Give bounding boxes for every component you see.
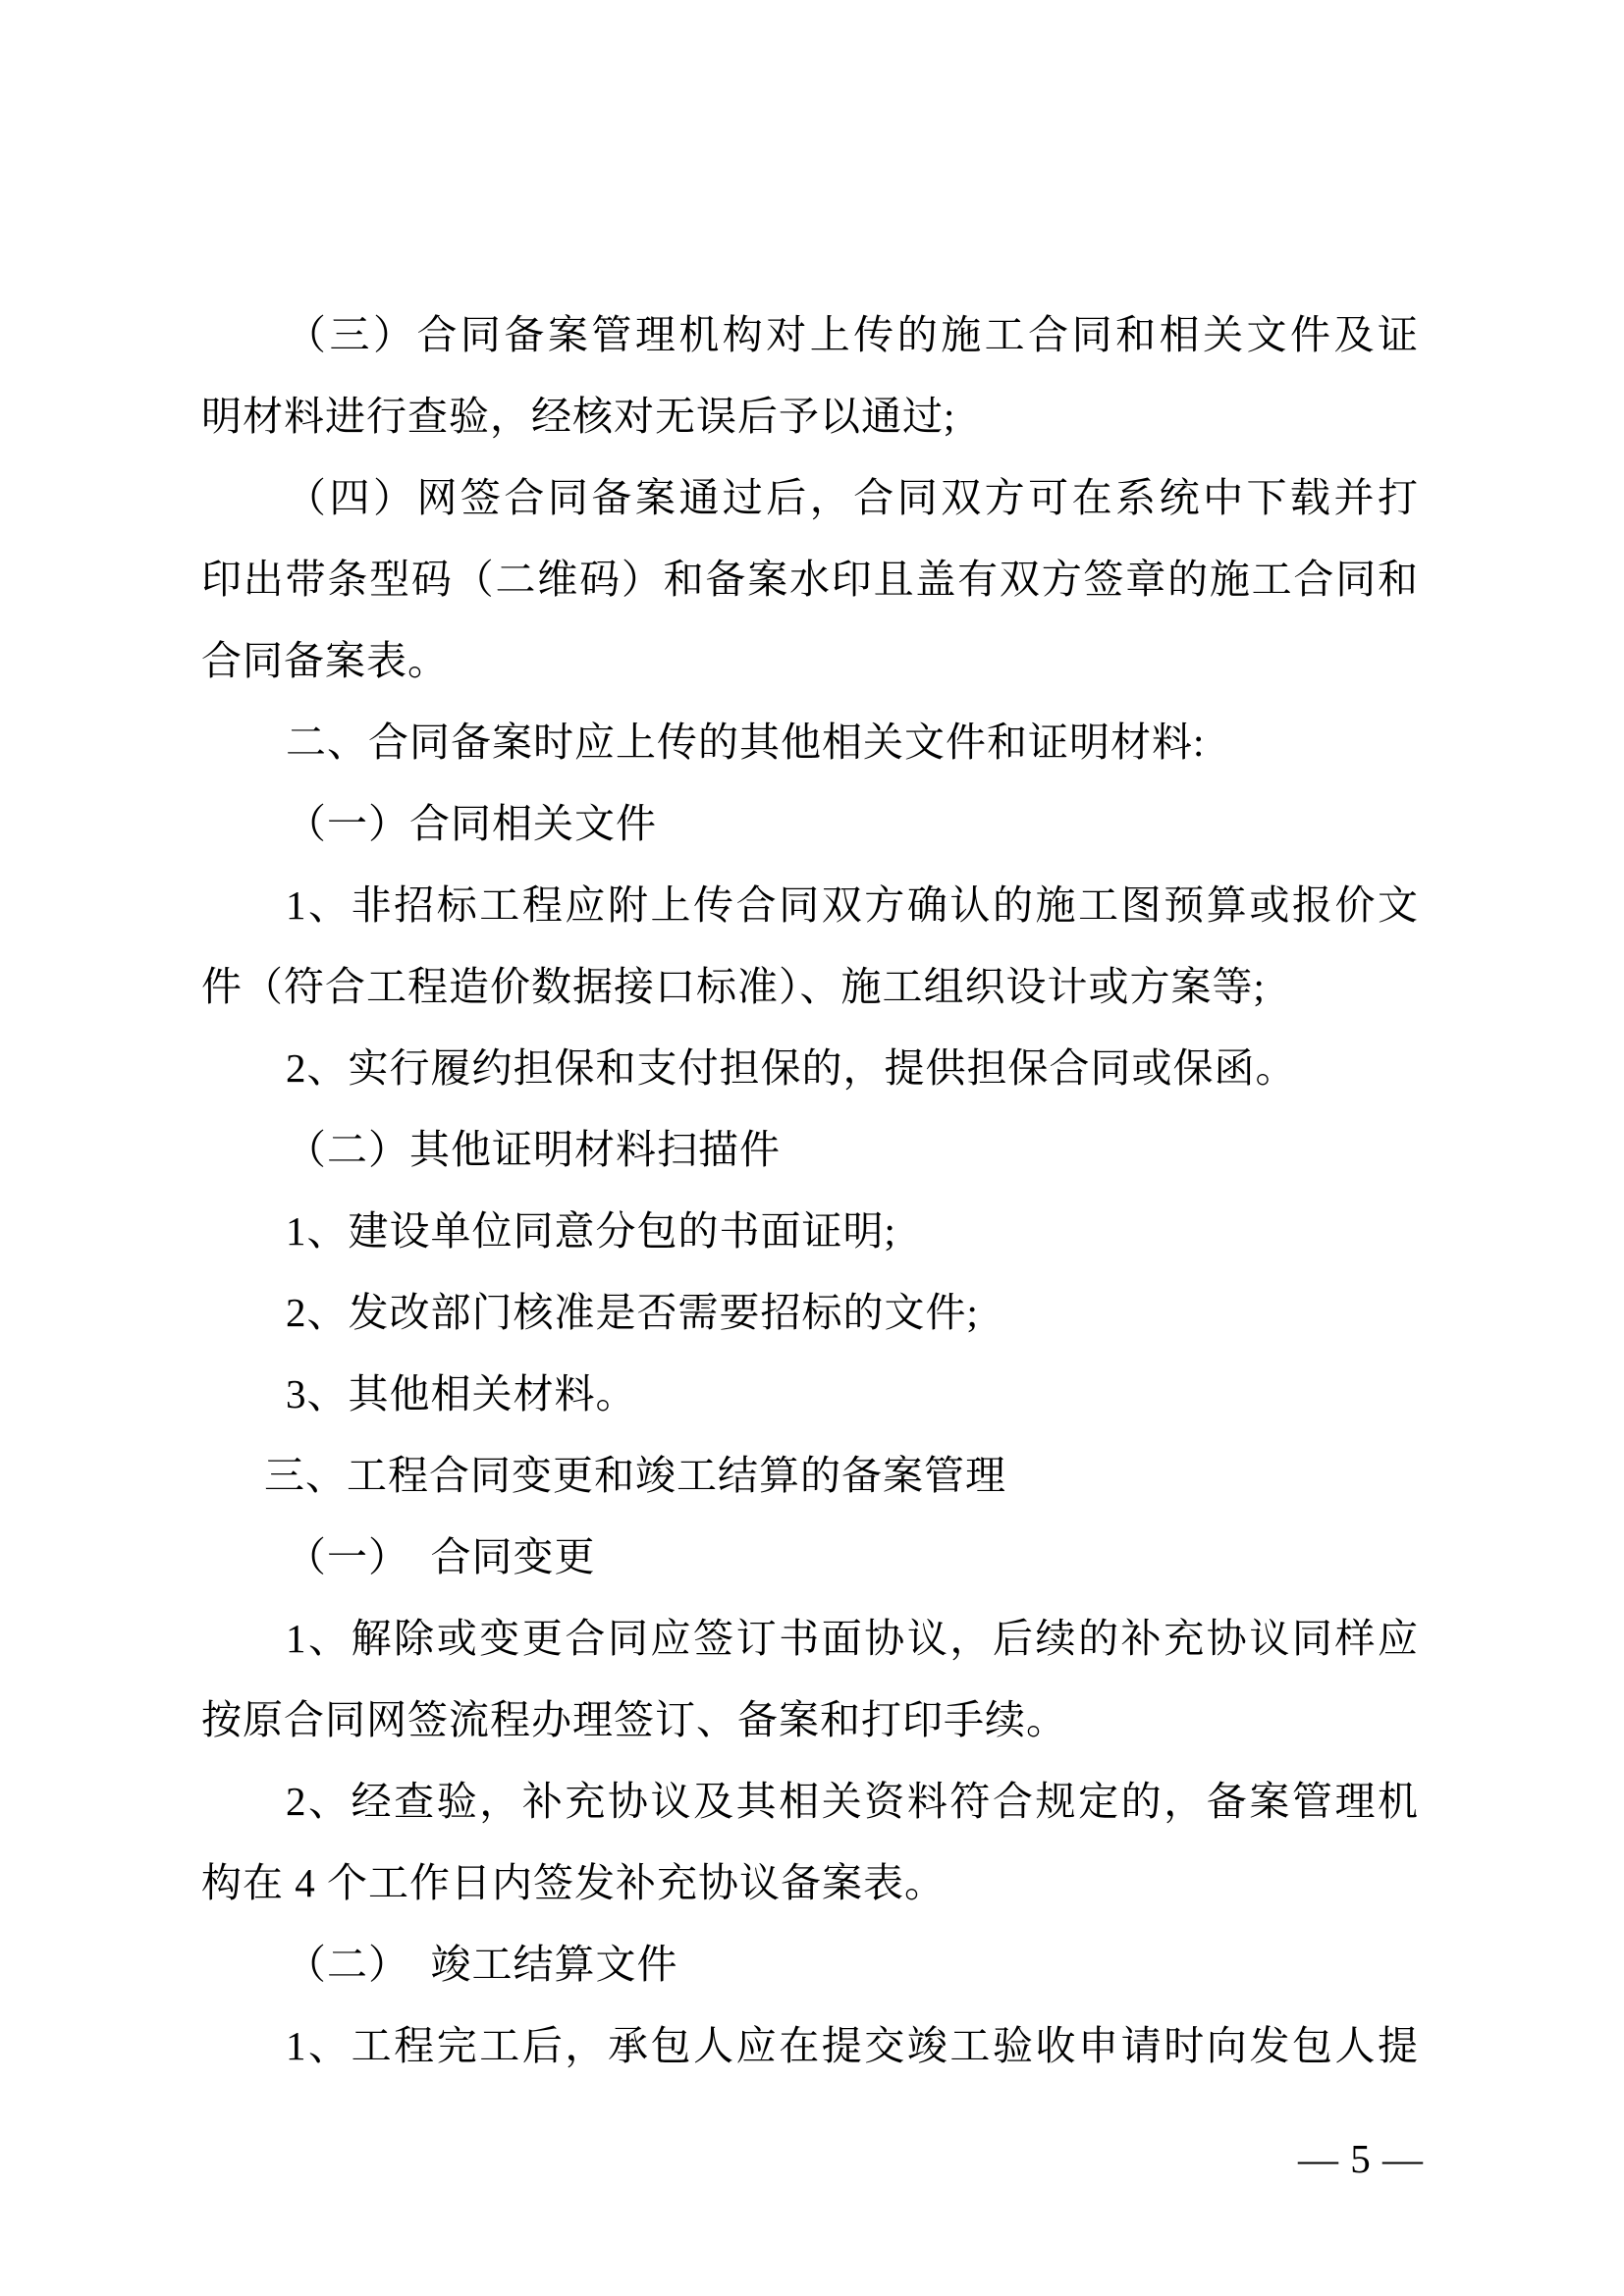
text-line: 1、工程完工后，承包人应在提交竣工验收申请时向发包人提 <box>286 2023 1419 2068</box>
list-item: 3、其他相关材料。 <box>286 1371 637 1416</box>
page-number: — 5 — <box>1298 2136 1424 2181</box>
text-line: 合同备案表。 <box>201 638 449 683</box>
section-heading-3: 三、工程合同变更和竣工结算的备案管理 <box>264 1453 1006 1498</box>
page-footer <box>1298 2118 1424 2200</box>
text-line: 1、解除或变更合同应签订书面协议，后续的补充协议同样应 <box>286 1616 1419 1661</box>
text-line: 1、非招标工程应附上传合同双方确认的施工图预算或报价文 <box>286 882 1419 928</box>
text-line: 印出带条型码（二维码）和备案水印且盖有双方签章的施工合同和 <box>201 557 1419 602</box>
section-heading-2: 二、合同备案时应上传的其他相关文件和证明材料: <box>286 720 1206 765</box>
subsection-heading: （一） 合同变更 <box>286 1534 596 1579</box>
subsection-heading: （一）合同相关文件 <box>286 801 657 846</box>
text-line: （四）网签合同备案通过后，合同双方可在系统中下载并打 <box>286 475 1419 520</box>
list-item: 1、建设单位同意分包的书面证明; <box>286 1208 896 1254</box>
text-line: 明材料进行查验，经核对无误后予以通过; <box>201 394 956 439</box>
subsection-heading: （二）其他证明材料扫描件 <box>286 1127 781 1172</box>
text-line: 2、经查验，补充协议及其相关资料符合规定的，备案管理机 <box>286 1779 1419 1824</box>
text-line: 构在 4 个工作日内签发补充协议备案表。 <box>201 1860 946 1905</box>
text-line: 按原合同网签流程办理签订、备案和打印手续。 <box>201 1697 1067 1742</box>
document-text-block <box>201 294 1419 2087</box>
text-line: 件（符合工程造价数据接口标准）、施工组织设计或方案等; <box>201 964 1266 1009</box>
list-item: 2、发改部门核准是否需要招标的文件; <box>286 1290 979 1335</box>
subsection-heading: （二） 竣工结算文件 <box>286 1942 678 1987</box>
text-line: （三）合同备案管理机构对上传的施工合同和相关文件及证 <box>286 312 1419 357</box>
text-line: 2、实行履约担保和支付担保的，提供担保合同或保函。 <box>286 1045 1297 1091</box>
